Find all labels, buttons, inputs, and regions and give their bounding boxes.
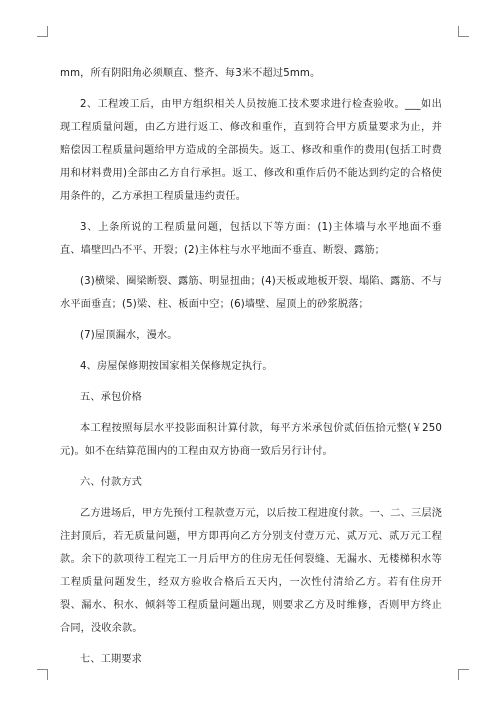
- section-heading-contract-price: 五、承包价格: [80, 392, 143, 403]
- paragraph-clause-2: 2、工程竣工后，由甲方组织相关人员按施工技术要求进行检查验收。___如出现工程质量问题，由乙方进行返工、修改和重作，直到符合甲方质量要求为止，并赔偿因工程质量问题给甲方造成的全部损失。返工、修改和重作的费用(包括工时费用和材料费用)全部由乙方自行承担。返工、修改和重作后仍不能达到约定的合格使用条件的，乙方承担工程质量违约责任。: [60, 99, 442, 202]
- crop-mark-bottom-left: [37, 669, 48, 680]
- paragraph-clause-4: 4、房屋保修期按国家相关保修规定执行。: [80, 361, 273, 372]
- crop-mark-top-right: [458, 26, 469, 37]
- crop-mark-top-left: [37, 26, 48, 37]
- paragraph-clause-3-items: (3)横梁、圈梁断裂、露筋、明显扭曲；(4)天板或地板开裂、塌陷、露筋、不与水平面垂直；(5)梁、柱、板面中空；(6)墙壁、屋顶上的砂浆脱落；: [60, 276, 442, 310]
- crop-mark-bottom-right: [458, 669, 469, 680]
- paragraph-clause-3-item-7: (7)屋顶漏水，漫水。: [80, 330, 178, 341]
- paragraph-clause-3: 3、上条所说的工程质量问题，包括以下等方面：(1)主体墙与水平地面不垂直、墙壁凹凸不平、开裂；(2)主体柱与水平地面不垂直、断裂、露筋；: [60, 222, 442, 256]
- paragraph-continuation: mm，所有阴阳角必须顺直、整齐、每3米不超过5mm。: [60, 68, 321, 79]
- paragraph-contract-price: 本工程按照每层水平投影面积计算付款，每平方米承包价贰佰伍拾元整(￥250元)。如不在结算范围内的工程由双方协商一致后另行计付。: [60, 423, 442, 457]
- section-heading-payment: 六、付款方式: [80, 477, 143, 488]
- document-body: [60, 62, 442, 671]
- paragraph-payment: 乙方进场后，甲方先预付工程款壹万元，以后按工程进度付款。一、二、三层浇注封顶后，若无质量问题，甲方即再向乙方分别支付壹万元、贰万元、贰万元工程款。余下的款项待工程完工一月后甲方的住房无任何裂缝、无漏水、无楼梯积水等工程质量问题发生，经双方验收合格后五天内，一次性付清给乙方。若有住房开裂、漏水、积水、倾斜等工程质量问题出现，则要求乙方及时维修，否则甲方终止合同，没收余款。: [60, 508, 442, 634]
- section-heading-schedule: 七、工期要求: [80, 654, 143, 665]
